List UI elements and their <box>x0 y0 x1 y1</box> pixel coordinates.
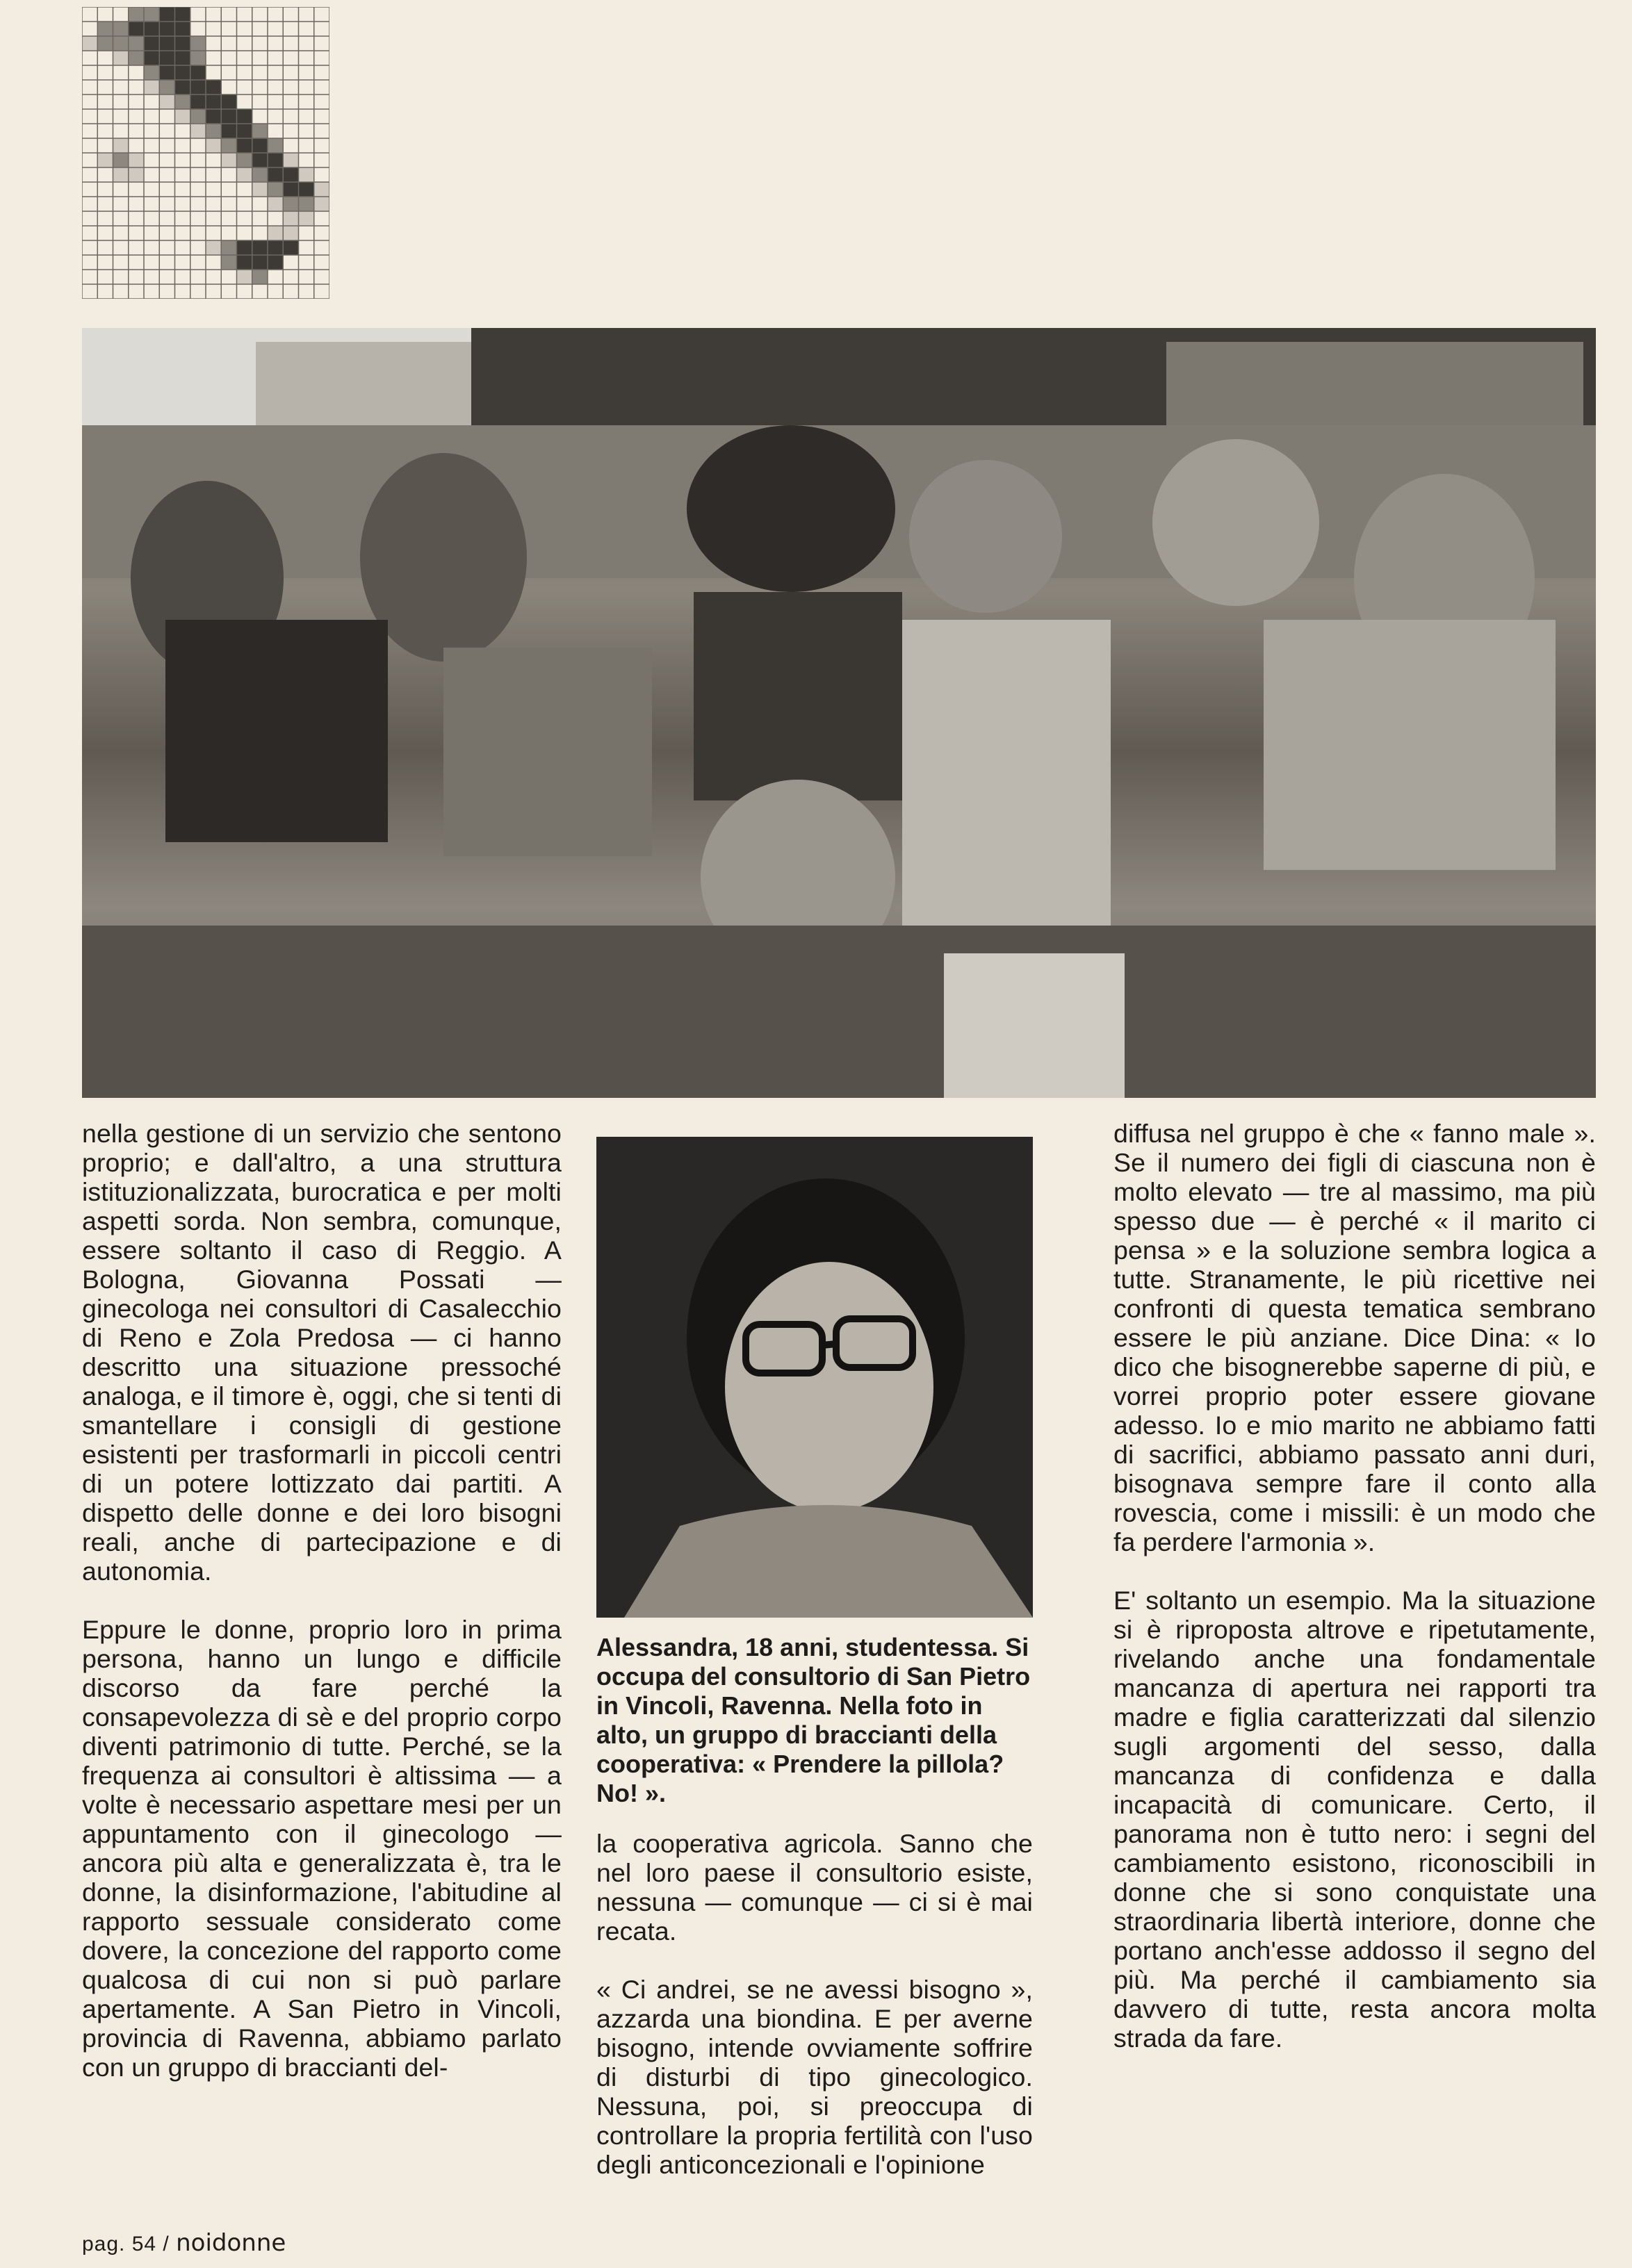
photo-alessandra-portrait <box>596 1137 1033 1618</box>
italy-grid-logo <box>82 7 329 299</box>
paragraph: « Ci andrei, se ne avessi bisogno », azzarda una biondina. E per averne bisogno, intende ovviamente soffrire di disturbi di tipo ginecologico. Nessuna, poi, si preoccupa di controllare la propria fertilità con l'uso degli anticoncezionali e l'opinione <box>596 1975 1033 2179</box>
page-number: pag. 54 / <box>82 2233 170 2255</box>
photo-braccianti-group <box>82 328 1596 1098</box>
paragraph: la cooperativa agricola. Sanno che nel loro paese il consultorio esiste, nessuna — comunque — ci si è mai recata. <box>596 1829 1033 1946</box>
article-column-left <box>82 1119 562 2082</box>
paragraph: Eppure le donne, proprio loro in prima persona, hanno un lungo e difficile discorso da fare perché la consapevolezza di sè e del proprio corpo diventi patrimonio di tutte. Perché, se la frequenza ai consultori è altissima — a volte è necessario aspettare mesi per un appuntamento con il ginecologo — ancora più alta e generalizzata è, tra le donne, la disinformazione, l'abitudine al rapporto sessuale considerato come dovere, la concezione del rapporto come qualcosa di cui non si può parlare apertamente. A San Pietro in Vincoli, provincia di Ravenna, abbiamo parlato con un gruppo di braccianti del- <box>82 1615 562 2082</box>
paragraph: nella gestione di un servizio che sentono proprio; e dall'altro, a una struttura istituzionalizzata, burocratica e per molti aspetti sorda. Non sembra, comunque, essere soltanto il caso di Reggio. A Bologna, Giovanna Possati — ginecologa nei consultori di Casalecchio di Reno e Zola Predosa — ci hanno descritto una situazione pressoché analoga, e il timore è, oggi, che si tenti di smantellare i consigli di gestione esistenti per trasformarli in piccoli centri di un potere lottizzato dai partiti. A dispetto delle donne e dei loro bisogni reali, anche di partecipazione e di autonomia. <box>82 1119 562 1586</box>
photo-caption: Alessandra, 18 anni, studentessa. Si occupa del consultorio di San Pietro in Vincoli, Ravenna. Nella foto in alto, un gruppo di braccianti della cooperativa: « Prendere la pillola? No! ». <box>596 1633 1031 1807</box>
article-column-middle <box>596 1829 1033 2179</box>
paragraph: diffusa nel gruppo è che « fanno male ». Se il numero dei figli di ciascuna non è molto elevato — tre al massimo, ma più spesso due — è perché « il marito ci pensa » e la soluzione sembra logica a tutte. Stranamente, le più ricettive nei confronti di questa tematica sembrano essere le più anziane. Dice Dina: « Io dico che bisognerebbe saperne di più, e vorrei proprio poter essere giovane adesso. Io e mio marito ne abbiamo fatti di sacrifici, abbiamo passato anni duri, bisognava sempre fare il conto alla rovescia, come i missili: è un modo che fa perdere l'armonia ». <box>1113 1119 1596 1556</box>
magazine-name: noidonne <box>176 2229 286 2257</box>
paragraph: E' soltanto un esempio. Ma la situazione si è riproposta altrove e ripetutamente, rivelando anche una fondamentale mancanza di apertura nei rapporti tra madre e figlia caratterizzati dal silenzio sugli argomenti del sesso, dalla mancanza di confidenza e dalla incapacità di comunicare. Certo, il panorama non è tutto nero: i segni del cambiamento esistono, riconoscibili in donne che si sono conquistate una straordinaria libertà interiore, donne che portano anch'esse addosso il segno del più. Ma perché il cambiamento sia davvero di tutte, resta ancora molta strada da fare. <box>1113 1586 1596 2053</box>
page-footer <box>82 2229 286 2257</box>
article-column-right <box>1113 1119 1596 2053</box>
